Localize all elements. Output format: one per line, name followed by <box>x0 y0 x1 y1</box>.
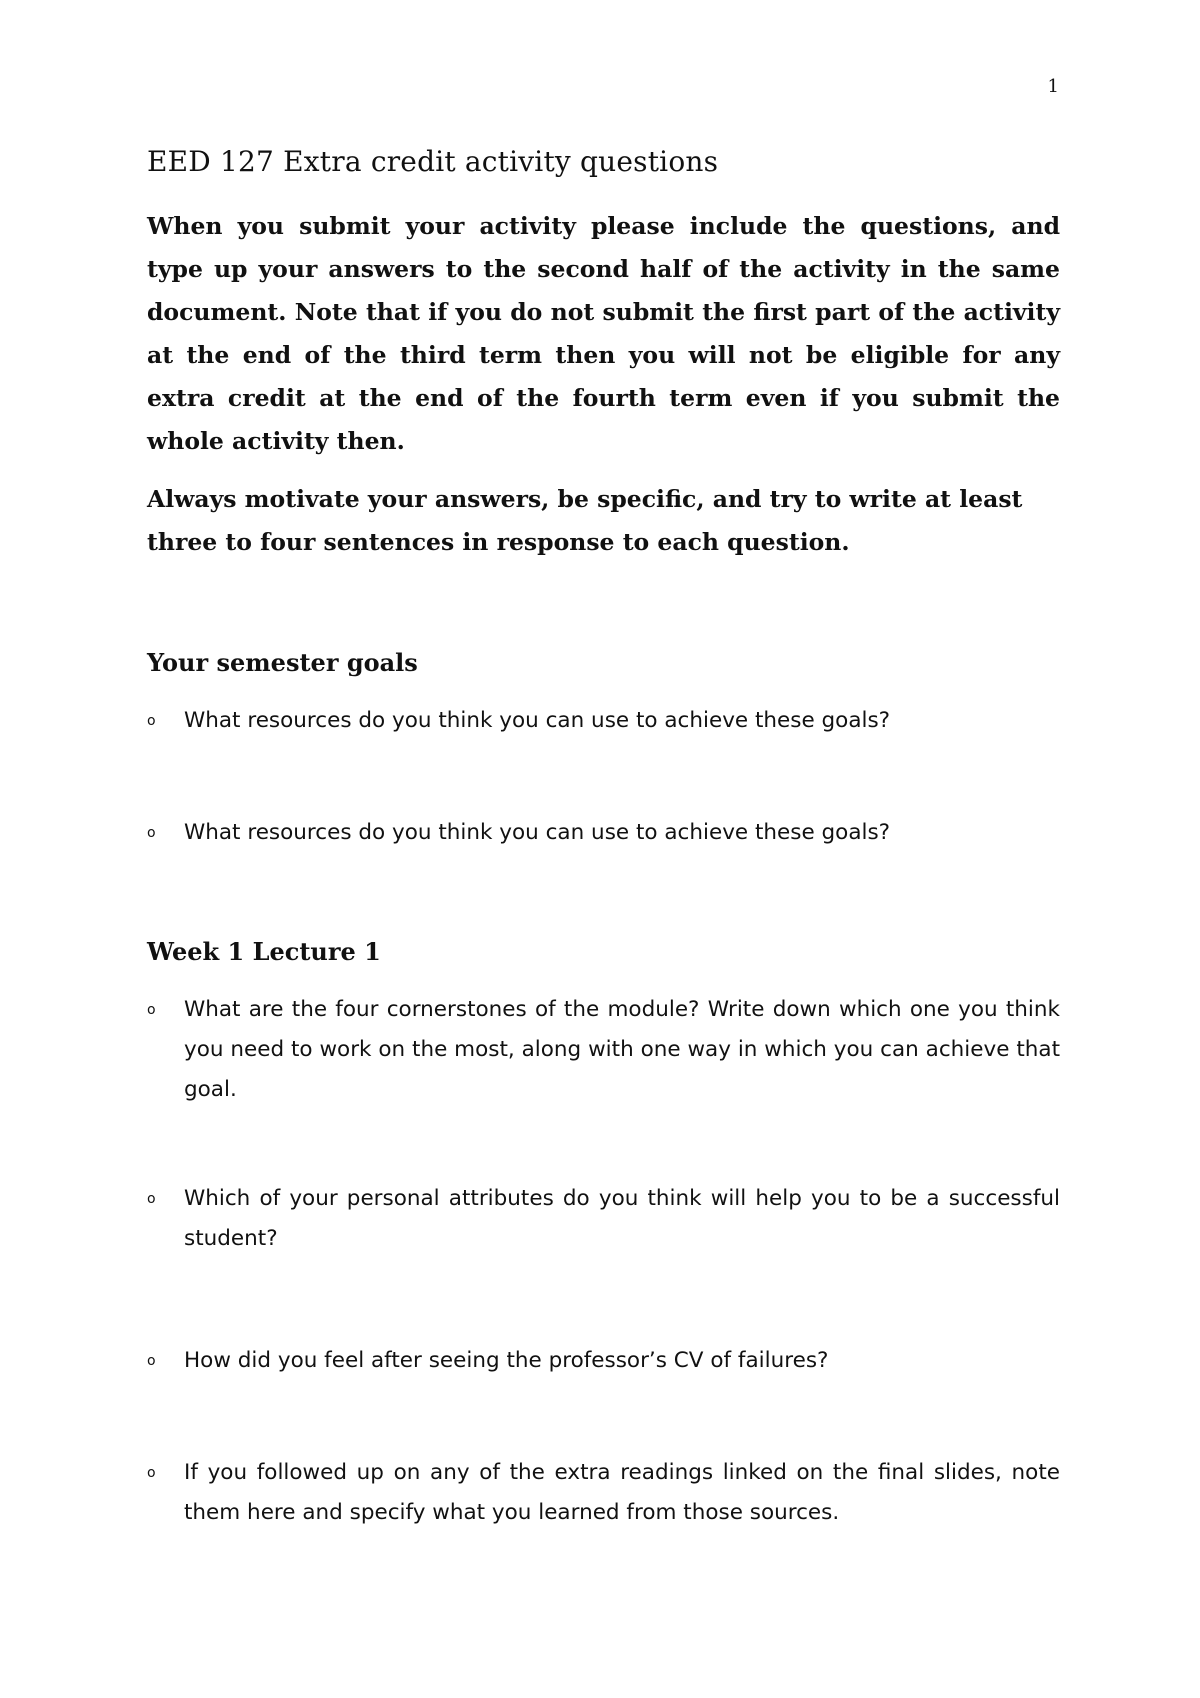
bullet-icon: o <box>147 825 156 841</box>
bullet-icon: o <box>147 713 156 729</box>
section-heading-semester-goals: Your semester goals <box>147 648 418 677</box>
page-number: 1 <box>1047 76 1059 97</box>
instructions-note: Always motivate your answers, be specific, and try to write at least three to four sentences in response to each question. <box>147 485 1023 556</box>
question-item <box>147 1453 1060 1533</box>
question-item <box>147 813 1060 853</box>
question-item <box>147 1341 1060 1381</box>
document-title: EED 127 Extra credit activity questions <box>147 145 719 178</box>
question-item <box>147 1179 1060 1259</box>
instructions-paragraph: When you submit your activity please include the questions, and type up your answers to the second half of the activity in the same document. Note that if you do not submit the first part of the activity at the end of the third term then you will not be eligible for any extra credit at the end of the fourth term even if you submit the whole activity then. <box>147 212 1060 455</box>
question-text: How did you feel after seeing the professor’s CV of failures? <box>184 1348 829 1373</box>
question-text: Which of your personal attributes do you think will help you to be a successful student? <box>184 1186 1060 1251</box>
section-heading-week-1-lecture-1: Week 1 Lecture 1 <box>147 937 381 966</box>
bullet-icon: o <box>147 1002 156 1018</box>
bullet-icon: o <box>147 1191 156 1207</box>
question-text: What resources do you think you can use to achieve these goals? <box>184 820 891 845</box>
bullet-icon: o <box>147 1465 156 1481</box>
question-item <box>147 990 1060 1110</box>
question-text: What are the four cornerstones of the module? Write down which one you think you need to work on the most, along with one way in which you can achieve that goal. <box>184 997 1060 1102</box>
question-item <box>147 701 1060 741</box>
question-text: What resources do you think you can use to achieve these goals? <box>184 708 891 733</box>
bullet-icon: o <box>147 1353 156 1369</box>
question-text: If you followed up on any of the extra readings linked on the final slides, note them here and specify what you learned from those sources. <box>184 1460 1060 1525</box>
